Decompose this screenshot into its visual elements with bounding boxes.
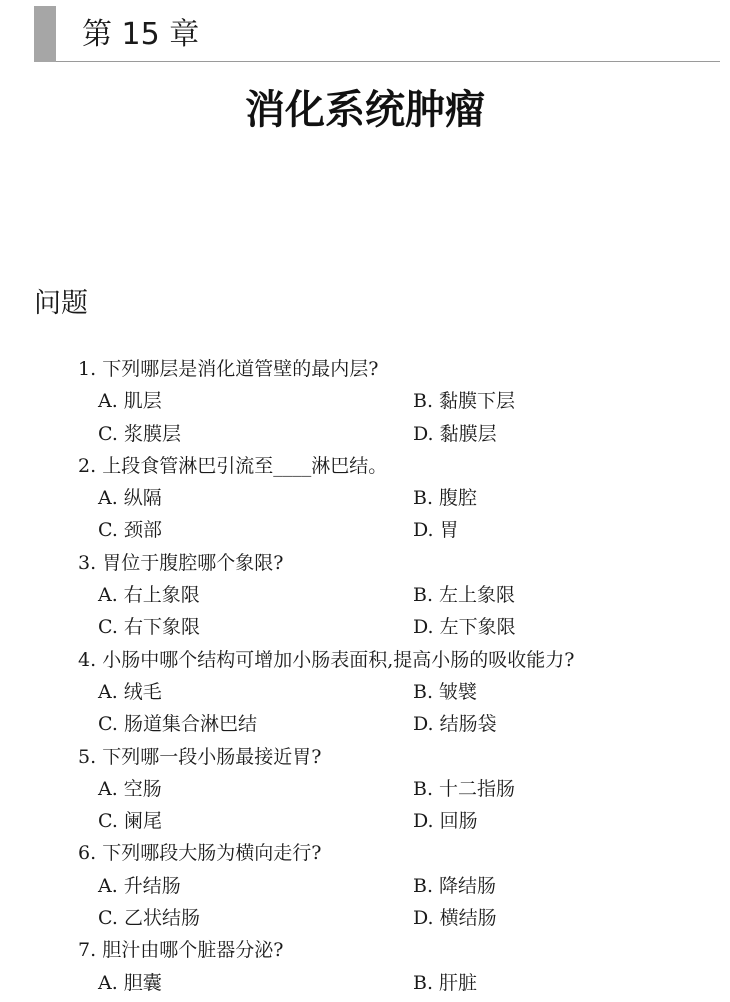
- answer-options: [78, 482, 718, 547]
- chapter-label: 第 15 章: [82, 17, 200, 52]
- answer-option: D. 左下象限: [413, 616, 516, 639]
- answer-options: [78, 773, 718, 838]
- question-item: [78, 741, 718, 838]
- answer-option: B. 皱襞: [413, 680, 478, 703]
- question-text-line: [78, 934, 718, 966]
- answer-option: C. 右下象限: [98, 616, 200, 639]
- chapter-header: [34, 6, 720, 62]
- answer-option: B. 降结肠: [413, 874, 497, 897]
- answer-option: C. 肠道集合淋巴结: [98, 713, 257, 736]
- question-text-line: [78, 547, 718, 579]
- answer-options: [78, 676, 718, 741]
- question-item: [78, 644, 718, 741]
- answer-option: B. 肝脏: [413, 971, 478, 994]
- answer-option: D. 回肠: [413, 810, 478, 833]
- answer-options: [78, 385, 718, 450]
- question-text: 胃位于腹腔哪个象限?: [102, 551, 284, 574]
- page-title: 消化系统肿瘤: [245, 87, 485, 133]
- chapter-rule: [56, 61, 720, 62]
- question-item: [78, 547, 718, 644]
- question-item: [78, 934, 718, 999]
- question-item: [78, 353, 718, 450]
- answer-option: A. 胆囊: [98, 971, 162, 994]
- answer-option: A. 绒毛: [98, 680, 162, 703]
- answer-option: A. 右上象限: [98, 584, 200, 607]
- question-number: 5.: [78, 745, 97, 768]
- answer-option: A. 升结肠: [98, 874, 181, 897]
- question-text: 胆汁由哪个脏器分泌?: [102, 939, 284, 962]
- answer-option: A. 空肠: [98, 777, 162, 800]
- answer-option: D. 胃: [413, 519, 459, 542]
- question-text-line: [78, 741, 718, 773]
- question-text: 上段食管淋巴引流至____淋巴结。: [102, 454, 388, 477]
- question-text-line: [78, 450, 718, 482]
- answer-option: A. 纵隔: [98, 487, 162, 510]
- question-number: 3.: [78, 551, 97, 574]
- question-item: [78, 450, 718, 547]
- question-text-line: [78, 644, 718, 676]
- question-text-line: [78, 837, 718, 869]
- answer-option: C. 浆膜层: [98, 422, 181, 445]
- answer-option: C. 阑尾: [98, 810, 162, 833]
- answer-options: [78, 967, 718, 999]
- answer-option: B. 十二指肠: [413, 777, 516, 800]
- answer-option: D. 横结肠: [413, 907, 497, 930]
- answer-option: C. 颈部: [98, 519, 162, 542]
- answer-option: D. 结肠袋: [413, 713, 497, 736]
- question-item: [78, 837, 718, 934]
- question-number: 4.: [78, 648, 97, 671]
- answer-options: [78, 579, 718, 644]
- section-heading: 问题: [34, 288, 88, 319]
- question-number: 7.: [78, 939, 97, 962]
- answer-option: B. 黏膜下层: [413, 390, 516, 413]
- question-text: 下列哪层是消化道管壁的最内层?: [102, 358, 379, 380]
- question-list: [78, 353, 718, 999]
- question-number: 2.: [78, 454, 97, 477]
- question-text: 下列哪一段小肠最接近胃?: [102, 745, 322, 768]
- question-text-line: [78, 353, 718, 385]
- question-number: 6.: [78, 842, 97, 865]
- answer-option: C. 乙状结肠: [98, 907, 200, 930]
- question-text: 小肠中哪个结构可增加小肠表面积,提高小肠的吸收能力?: [102, 648, 575, 671]
- answer-option: B. 左上象限: [413, 584, 516, 607]
- question-text: 下列哪段大肠为横向走行?: [102, 842, 322, 865]
- answer-option: B. 腹腔: [413, 487, 478, 510]
- answer-option: D. 黏膜层: [413, 422, 497, 445]
- question-number: 1.: [78, 358, 97, 380]
- chapter-accent-block: [34, 6, 56, 62]
- answer-option: A. 肌层: [98, 390, 162, 413]
- answer-options: [78, 870, 718, 935]
